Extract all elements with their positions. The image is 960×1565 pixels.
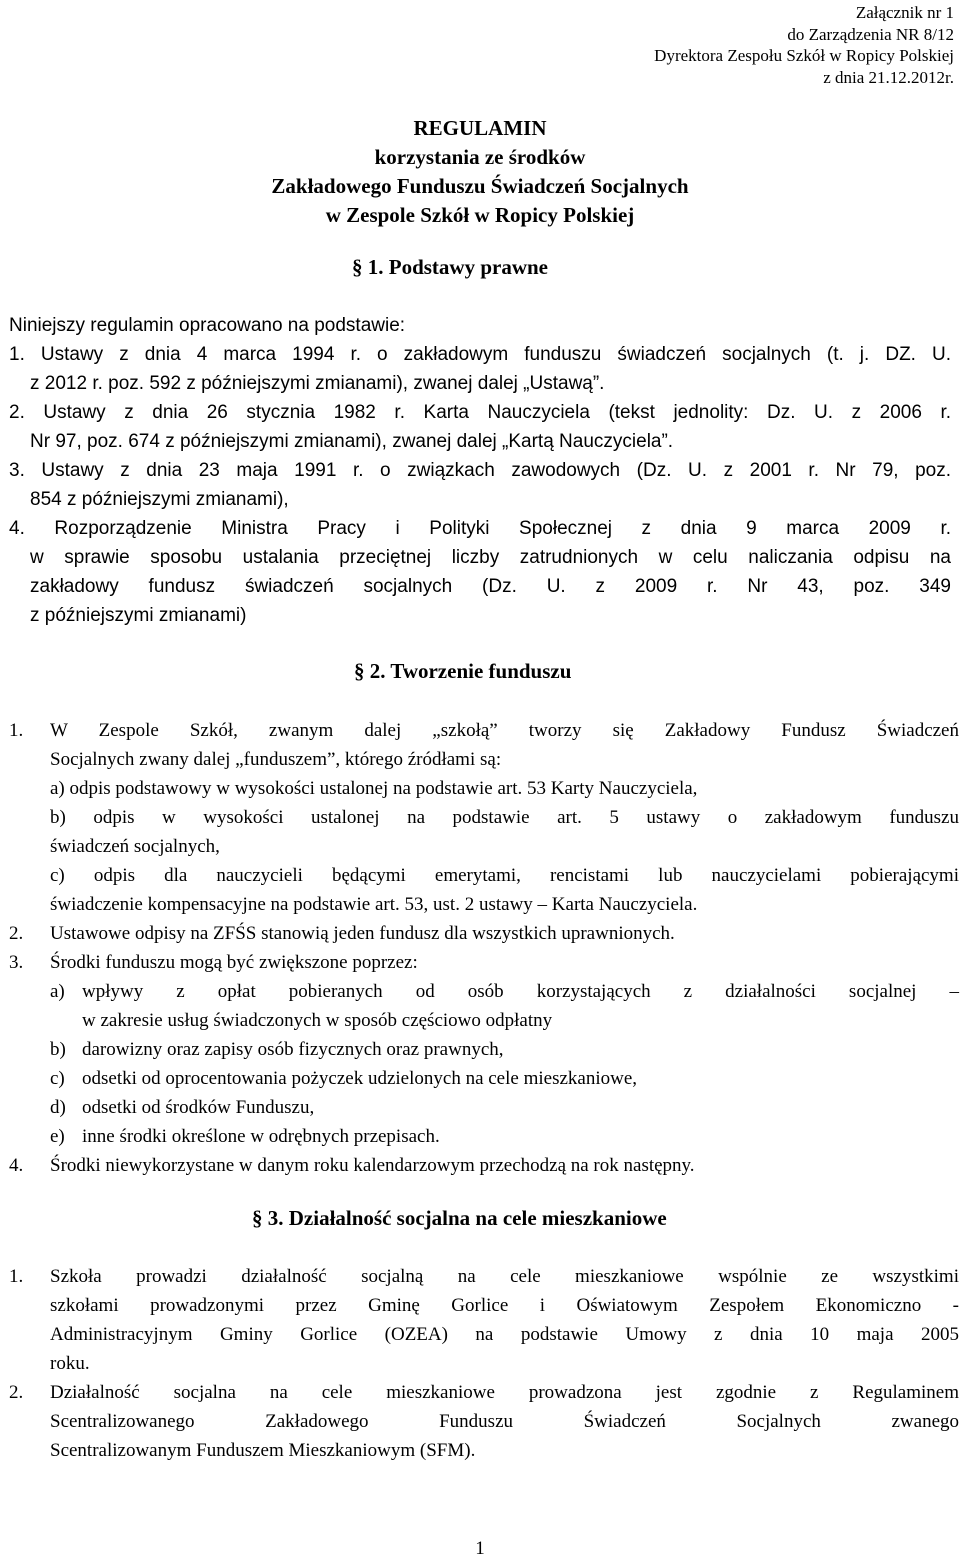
list-label: a): [50, 981, 65, 1002]
paragraph-line: Administracyjnym Gminy Gorlice (OZEA) na podstawie Umowy z dnia 10 maja 2005: [50, 1324, 959, 1345]
list-item: odsetki od środków Funduszu,: [82, 1097, 315, 1118]
paragraph-line: Działalność socjalna na cele mieszkaniowe prowadzona jest zgodnie z Regulaminem: [50, 1382, 959, 1403]
paragraph-line: Scentralizowanym Funduszem Mieszkaniowym (SFM).: [50, 1440, 476, 1461]
attachment-line: z dnia 21.12.2012r.: [823, 67, 954, 87]
list-item: 4. Rozporządzenie Ministra Pracy i Polityki Społecznej z dnia 9 marca 2009 r.: [9, 518, 951, 539]
attachment-line: Dyrektora Zespołu Szkół w Ropicy Polskiej: [654, 46, 954, 65]
list-item-continuation: z 2012 r. poz. 592 z późniejszymi zmianami), zwanej dalej „Ustawą”.: [30, 373, 605, 394]
section-sign-icon: §: [352, 255, 363, 279]
list-item: a) odpis podstawowy w wysokości ustalonej na podstawie art. 53 Karty Nauczyciela,: [50, 778, 698, 799]
paragraph-line: roku.: [50, 1353, 90, 1374]
paragraph-number: 2.: [9, 1382, 24, 1403]
list-label: e): [50, 1126, 65, 1147]
list-item: odsetki od oprocentowania pożyczek udzielonych na cele mieszkaniowe,: [82, 1068, 638, 1089]
paragraph-line: Scentralizowanego Zakładowego Funduszu Świadczeń Socjalnych zwanego: [50, 1411, 959, 1432]
list-item: wpływy z opłat pobieranych od osób korzystających z działalności socjalnej –: [82, 981, 959, 1002]
list-item-continuation: w sprawie sposobu ustalania przeciętnej liczby zatrudnionych w celu naliczania odpisu na: [30, 547, 951, 568]
list-item: darowizny oraz zapisy osób fizycznych oraz prawnych,: [82, 1039, 504, 1060]
paragraph-number: 3.: [9, 952, 24, 973]
list-item: 1. Ustawy z dnia 4 marca 1994 r. o zakładowym funduszu świadczeń socjalnych (t. j. DZ. U.: [9, 344, 951, 365]
paragraph-line: Środki funduszu mogą być zwiększone poprzez:: [50, 952, 418, 973]
section-heading: [252, 1206, 667, 1231]
section-3-heading: 3. Działalność socjalna na cele mieszkaniowe: [267, 1206, 667, 1230]
section-sign-icon: §: [252, 1206, 263, 1230]
section-sign-icon: §: [354, 659, 365, 683]
list-item-continuation: Nr 97, poz. 674 z późniejszymi zmianami), zwanej dalej „Kartą Nauczyciela”.: [30, 431, 674, 452]
paragraph-number: 1.: [9, 1266, 24, 1287]
section-heading: [354, 659, 571, 684]
list-item-continuation: z późniejszymi zmianami): [30, 605, 247, 626]
list-item: 2. Ustawy z dnia 26 stycznia 1982 r. Karta Nauczyciela (tekst jednolity: Dz. U. z 2006 r.: [9, 402, 951, 423]
paragraph-line: Socjalnych zwany dalej „funduszem”, którego źródłami są:: [50, 749, 502, 770]
list-item-continuation: w zakresie usług świadczonych w sposób częściowo odpłatny: [82, 1010, 553, 1031]
attachment-line: Załącznik nr 1: [855, 3, 954, 22]
paragraph-line: Środki niewykorzystane w danym roku kalendarzowym przechodzą na rok następny.: [50, 1155, 695, 1176]
list-item-continuation: świadczenie kompensacyjne na podstawie art. 53, ust. 2 ustawy – Karta Nauczyciela.: [50, 894, 698, 915]
section-heading: [352, 255, 548, 280]
document-subtitle: w Zespole Szkół w Ropicy Polskiej: [325, 203, 635, 227]
section-1-heading: 1. Podstawy prawne: [367, 255, 549, 279]
list-item: b) odpis w wysokości ustalonej na podstawie art. 5 ustawy o zakładowym funduszu: [50, 807, 959, 828]
list-item: c) odpis dla nauczycieli będącymi emerytami, rencistami lub nauczycielami pobierającymi: [50, 865, 959, 886]
paragraph-number: 4.: [9, 1155, 24, 1176]
document-subtitle: Zakładowego Funduszu Świadczeń Socjalnych: [271, 174, 689, 198]
attachment-line: do Zarządzenia NR 8/12: [787, 24, 954, 44]
attachment-note: [654, 2, 954, 88]
list-item-continuation: świadczeń socjalnych,: [50, 836, 220, 857]
paragraph-number: 1.: [9, 720, 24, 741]
list-label: c): [50, 1068, 65, 1089]
paragraph-line: W Zespole Szkół, zwanym dalej „szkołą” tworzy się Zakładowy Fundusz Świadczeń: [50, 720, 959, 741]
list-item-continuation: zakładowy fundusz świadczeń socjalnych (Dz. U. z 2009 r. Nr 43, poz. 349: [30, 576, 951, 597]
page-number: 1: [475, 1538, 485, 1559]
paragraph-number: 2.: [9, 923, 24, 944]
list-item-continuation: 854 z późniejszymi zmianami),: [30, 489, 289, 510]
document-subtitle: korzystania ze środków: [374, 145, 586, 169]
list-label: d): [50, 1097, 66, 1118]
paragraph-line: Ustawowe odpisy na ZFŚS stanowią jeden fundusz dla wszystkich uprawnionych.: [50, 923, 675, 944]
intro-text: Niniejszy regulamin opracowano na podstawie:: [9, 315, 406, 336]
section-2-heading: 2. Tworzenie funduszu: [369, 659, 572, 683]
list-label: b): [50, 1039, 66, 1060]
list-item: 3. Ustawy z dnia 23 maja 1991 r. o związkach zawodowych (Dz. U. z 2001 r. Nr 79, poz.: [9, 460, 951, 481]
list-item: inne środki określone w odrębnych przepisach.: [82, 1126, 440, 1147]
document-title: REGULAMIN: [413, 116, 547, 140]
paragraph-line: Szkoła prowadzi działalność socjalną na cele mieszkaniowe wspólnie ze wszystkimi: [50, 1266, 959, 1287]
paragraph-line: szkołami prowadzonymi przez Gminę Gorlice i Oświatowym Zespołem Ekonomiczno -: [50, 1295, 959, 1316]
